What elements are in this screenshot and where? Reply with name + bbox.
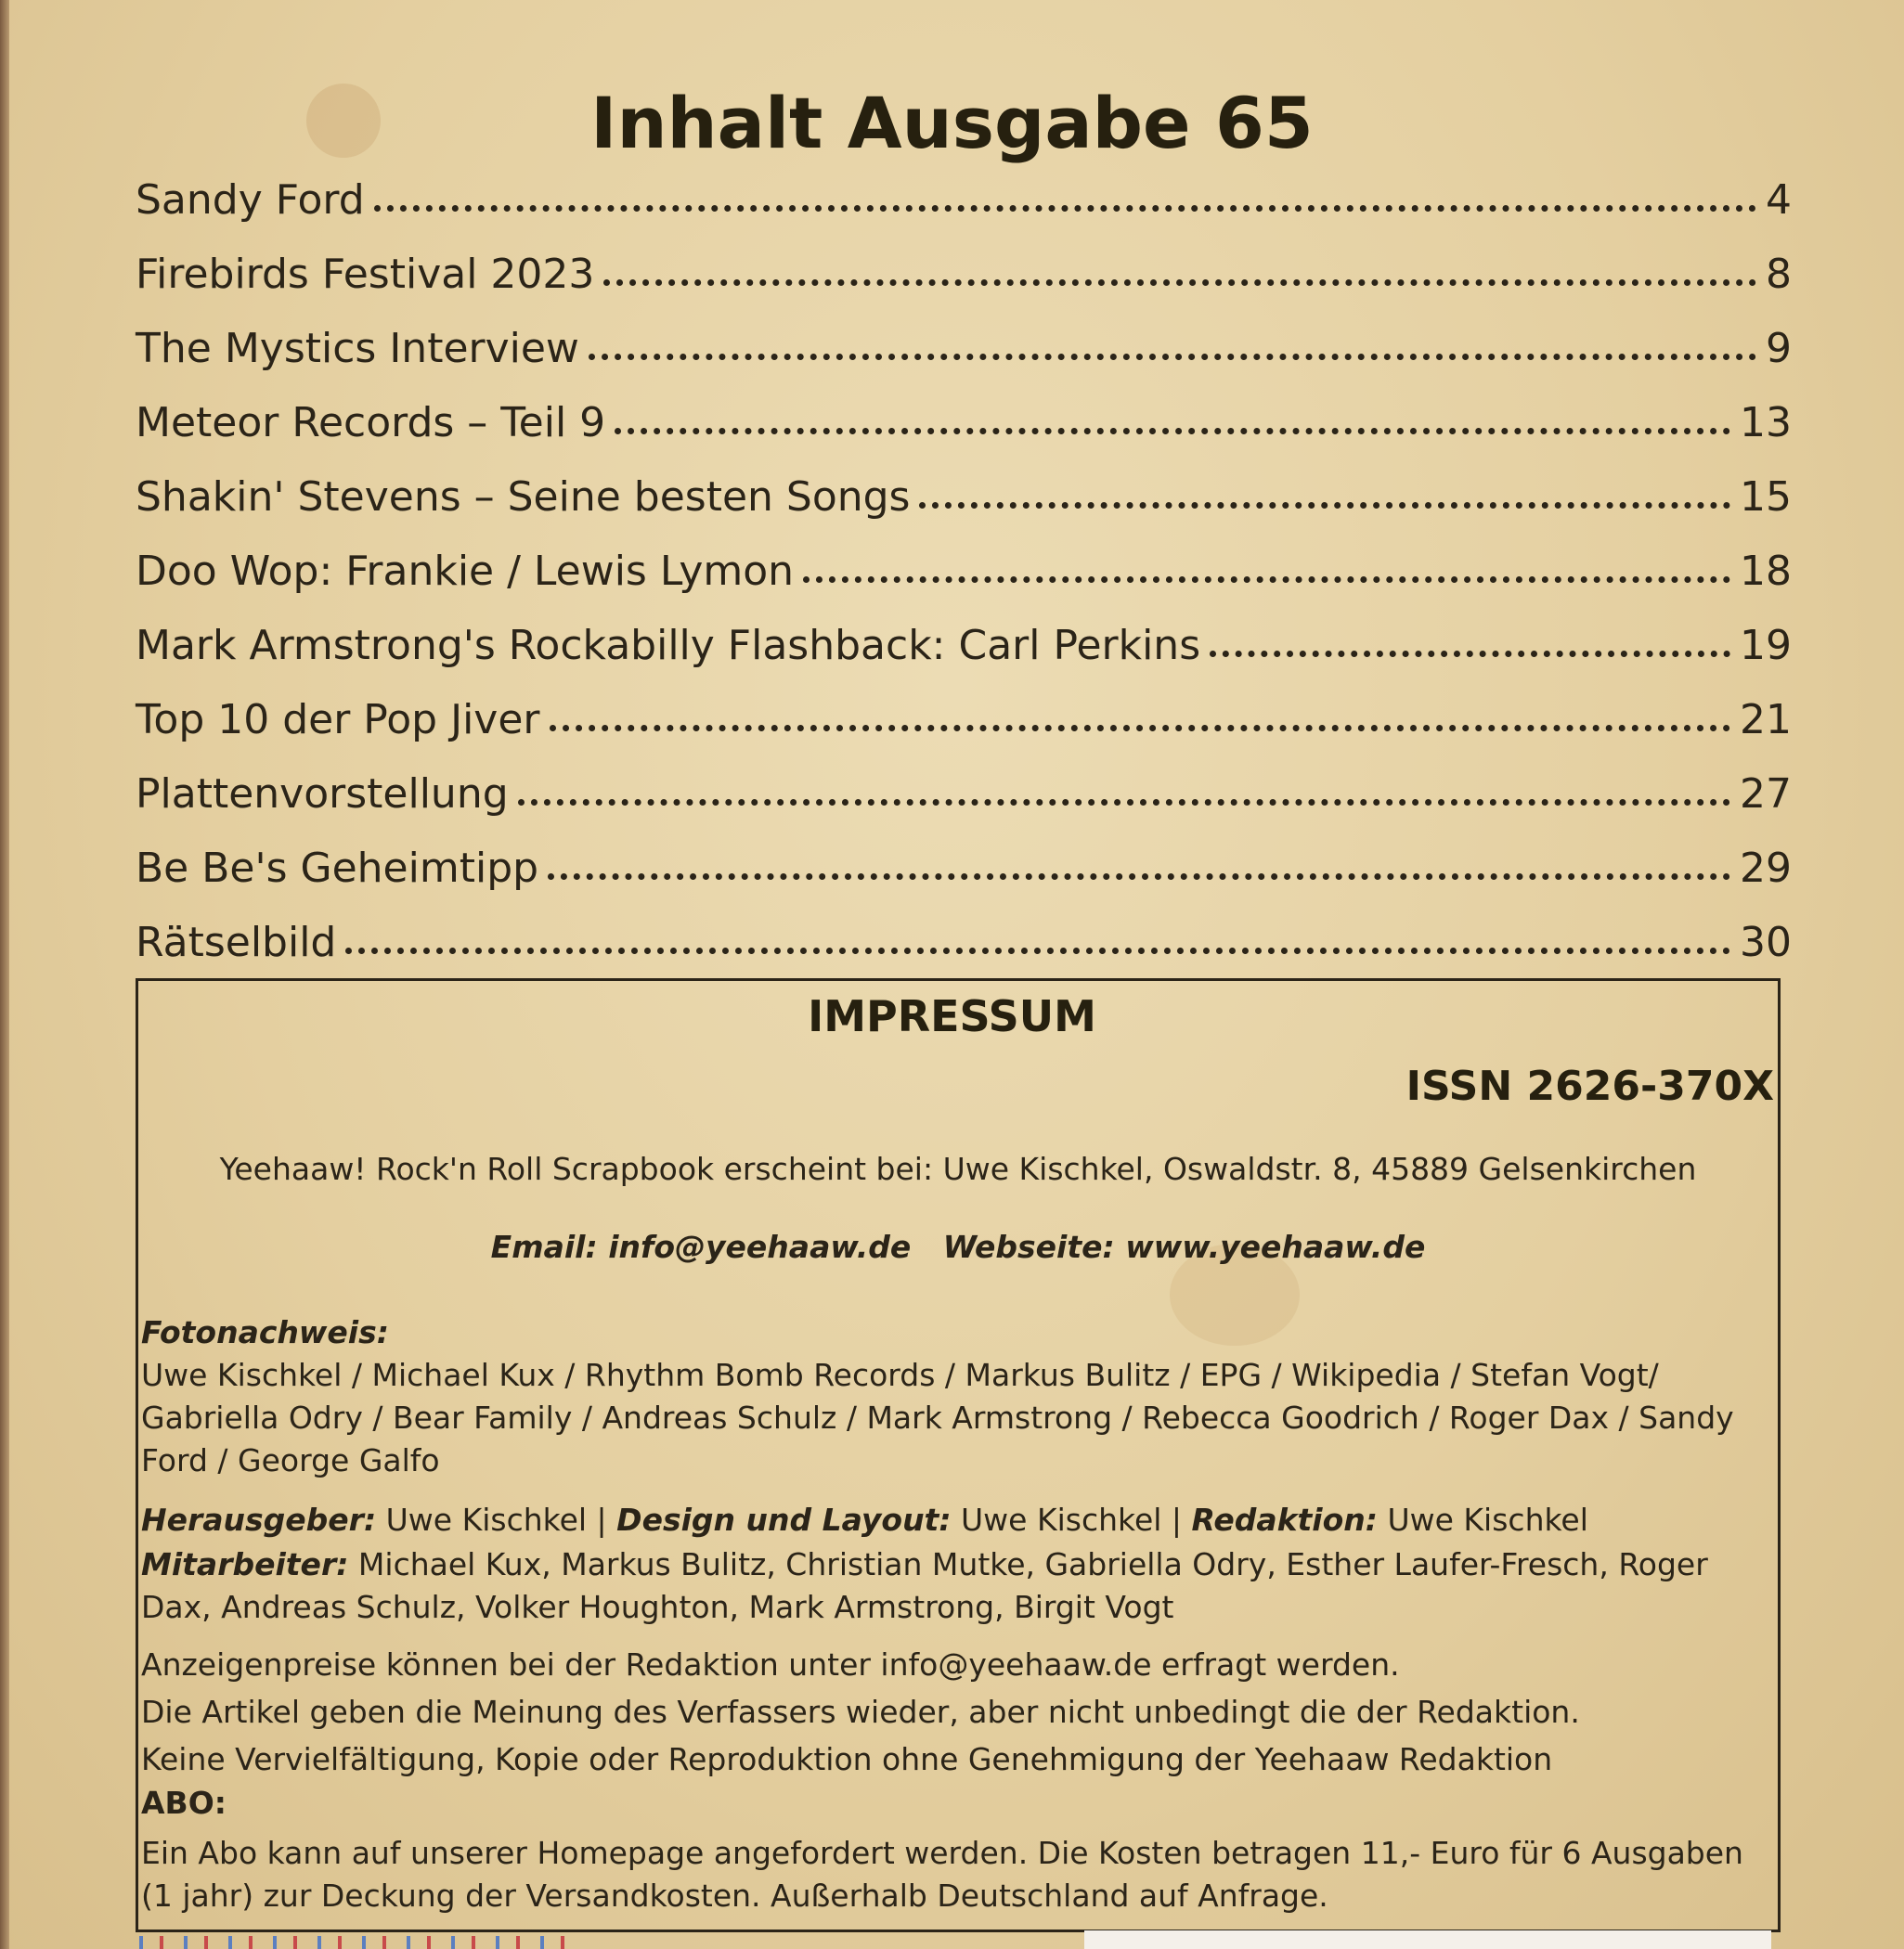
toc-leader xyxy=(603,279,1756,286)
design-label: Design und Layout: xyxy=(616,1502,952,1538)
photo-credits-label: Fotonachweis: xyxy=(141,1314,389,1350)
toc-page: 30 xyxy=(1740,919,1792,966)
toc-entry[interactable] xyxy=(136,622,1792,696)
toc-title: Shakin' Stevens – Seine besten Songs xyxy=(136,473,911,521)
toc-page: 27 xyxy=(1740,770,1792,818)
toc-page: 18 xyxy=(1740,548,1792,595)
website-link[interactable]: www.yeehaaw.de xyxy=(1125,1229,1426,1265)
page-binding-edge xyxy=(0,0,9,1949)
toc-leader xyxy=(518,799,1730,806)
contact-line xyxy=(136,1229,1781,1265)
toc-entry[interactable] xyxy=(136,399,1792,473)
toc-title: Rätselbild xyxy=(136,919,337,966)
toc-title: The Mystics Interview xyxy=(136,325,579,372)
toc-page: 4 xyxy=(1766,176,1792,224)
decorative-color-strip xyxy=(139,1936,585,1949)
publisher-line: Yeehaaw! Rock'n Roll Scrapbook erscheint bei: Uwe Kischkel, Oswaldstr. 8, 45889 Gelsenkirchen xyxy=(219,1151,1697,1187)
ads-text: Anzeigenpreise können bei der Redaktion unter info@yeehaaw.de erfragt werden. xyxy=(141,1646,1400,1683)
toc-leader xyxy=(374,205,1756,212)
toc-title: Top 10 der Pop Jiver xyxy=(136,696,540,743)
toc-entry[interactable] xyxy=(136,325,1792,399)
issn: ISSN 2626-370X xyxy=(1405,1063,1774,1110)
toc-leader xyxy=(919,502,1730,509)
page-corner-edge xyxy=(1084,1930,1771,1949)
toc-leader xyxy=(803,576,1730,583)
staff-label: Mitarbeiter: xyxy=(141,1546,349,1582)
photo-credits-block xyxy=(141,1311,1775,1482)
toc-entry[interactable] xyxy=(136,548,1792,622)
redaktion: Uwe Kischkel xyxy=(1387,1502,1588,1538)
toc-entry[interactable] xyxy=(136,770,1792,845)
toc-leader xyxy=(589,354,1756,360)
toc-title: Be Be's Geheimtipp xyxy=(136,845,539,892)
disclaimer-text: Die Artikel geben die Meinung des Verfassers wieder, aber nicht unbedingt die der Redaktion. xyxy=(141,1694,1580,1730)
toc-page: 15 xyxy=(1740,473,1792,521)
toc-title: Firebirds Festival 2023 xyxy=(136,251,595,298)
toc-title: Mark Armstrong's Rockabilly Flashback: Carl Perkins xyxy=(136,622,1201,669)
toc-leader xyxy=(550,725,1731,731)
toc-entry[interactable] xyxy=(136,473,1792,548)
staff: Michael Kux, Markus Bulitz, Christian Mutke, Gabriella Odry, Esther Laufer-Fresch, Roger Dax, Andreas Schulz, Volker Houghton, Mark Armstrong, Birgit Vogt xyxy=(141,1546,1708,1625)
credits-line xyxy=(141,1499,1775,1542)
editor-label: Herausgeber: xyxy=(141,1502,377,1538)
toc-page: 19 xyxy=(1740,622,1792,669)
toc-leader xyxy=(1210,651,1730,657)
toc-page: 21 xyxy=(1740,696,1792,743)
toc-page: 29 xyxy=(1740,845,1792,892)
toc-entry[interactable] xyxy=(136,176,1792,251)
abo-text: Ein Abo kann auf unserer Homepage angefordert werden. Die Kosten betragen 11,- Euro für 6 Ausgaben (1 jahr) zur Deckung der Versandkosten. Außerhalb Deutschland auf Anfrage. xyxy=(141,1835,1743,1914)
redaktion-label: Redaktion: xyxy=(1191,1502,1378,1538)
table-of-contents xyxy=(136,176,1792,993)
toc-title: Sandy Ford xyxy=(136,176,365,224)
toc-leader xyxy=(345,948,1730,954)
toc-leader xyxy=(615,428,1730,434)
photo-credits: Uwe Kischkel / Michael Kux / Rhythm Bomb Records / Markus Bulitz / EPG / Wikipedia / Stefan Vogt/ Gabriella Odry / Bear Family / Andreas Schulz / Mark Armstrong / Rebecca Goodrich / Roger Dax / Sandy Ford / George Galfo xyxy=(141,1357,1734,1478)
toc-entry[interactable] xyxy=(136,696,1792,770)
copyright-text: Keine Vervielfältigung, Kopie oder Reproduktion ohne Genehmigung der Yeehaaw Redaktion xyxy=(141,1741,1553,1777)
toc-page: 9 xyxy=(1766,325,1792,372)
toc-entry[interactable] xyxy=(136,845,1792,919)
editor: Uwe Kischkel | xyxy=(385,1502,607,1538)
staff-block xyxy=(141,1543,1775,1629)
website-label: Webseite: xyxy=(942,1229,1115,1265)
impressum-heading: IMPRESSUM xyxy=(808,991,1096,1041)
toc-title: Doo Wop: Frankie / Lewis Lymon xyxy=(136,548,795,595)
toc-page: 13 xyxy=(1740,399,1792,446)
toc-page: 8 xyxy=(1766,251,1792,298)
page-title: Inhalt Ausgabe 65 xyxy=(590,82,1314,164)
design: Uwe Kischkel | xyxy=(961,1502,1183,1538)
toc-leader xyxy=(548,873,1730,880)
email-label: Email: xyxy=(490,1229,598,1265)
abo-label: ABO: xyxy=(141,1785,227,1821)
email-link[interactable]: info@yeehaaw.de xyxy=(608,1229,912,1265)
toc-title: Plattenvorstellung xyxy=(136,770,509,818)
toc-title: Meteor Records – Teil 9 xyxy=(136,399,606,446)
toc-entry[interactable] xyxy=(136,251,1792,325)
